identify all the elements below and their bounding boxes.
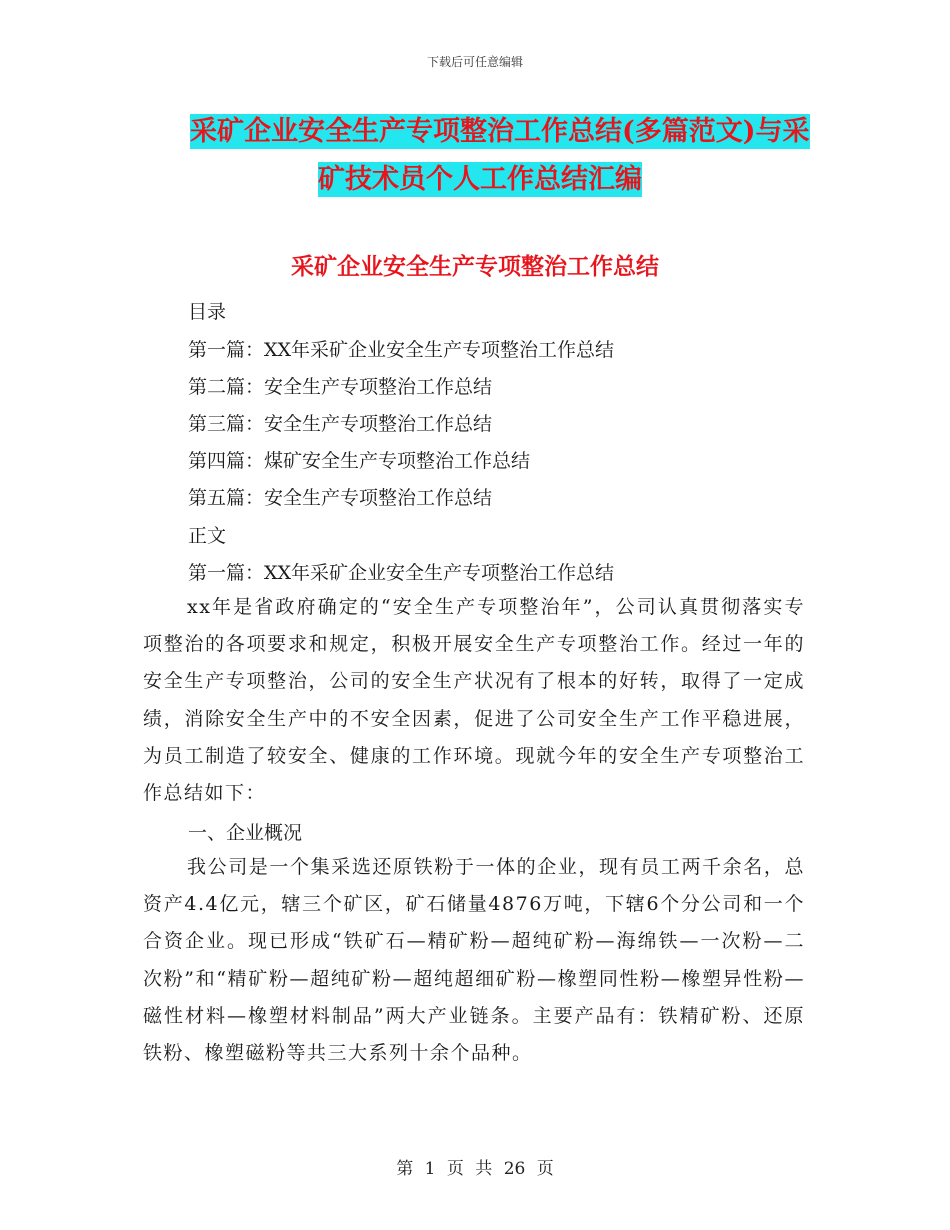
title-line-1: 采矿企业安全生产专项整治工作总结(多篇范文)与采 xyxy=(190,116,810,147)
toc-item-1: 第一篇：XX年采矿企业安全生产专项整治工作总结 xyxy=(188,339,615,361)
document-body xyxy=(143,0,805,1230)
section-heading-1: 一、企业概况 xyxy=(188,822,303,844)
toc-item-3: 第三篇：安全生产专项整治工作总结 xyxy=(188,413,493,435)
title-line-2: 矿技术员个人工作总结汇编 xyxy=(318,164,642,195)
toc-item-2: 第二篇：安全生产专项整治工作总结 xyxy=(188,376,493,398)
toc-heading: 目录 xyxy=(188,301,227,323)
page-footer: 第 1 页 共 26 页 xyxy=(396,1159,554,1179)
chapter-title: 第一篇：XX年采矿企业安全生产专项整治工作总结 xyxy=(188,562,615,584)
section-title: 采矿企业安全生产专项整治工作总结 xyxy=(291,253,659,280)
toc-item-5: 第五篇：安全生产专项整治工作总结 xyxy=(188,487,493,509)
page-header: 下载后可任意编辑 xyxy=(426,55,523,69)
toc-item-4: 第四篇：煤矿安全生产专项整治工作总结 xyxy=(188,450,531,472)
paragraph-intro: xx年是省政府确定的“安全生产专项整治年”，公司认真贯彻落实专项整治的各项要求和规定，积极开展安全生产专项整治工作。经过一年的安全生产专项整治，公司的安全生产状况有了根本的好转，取得了一定成绩，消除安全生产中的不安全因素，促进了公司安全生产工作平稳进展，为员工制造了较安全、健康的工作环境。现就今年的安全生产专项整治工作总结如下： xyxy=(143,596,805,805)
paragraph-company-overview: 我公司是一个集采选还原铁粉于一体的企业，现有员工两千余名，总资产4.4亿元，辖三个矿区，矿石储量4876万吨，下辖6个分公司和一个合资企业。现已形成“铁矿石—精矿粉—超纯矿粉—海绵铁—一次粉—二次粉”和“精矿粉—超纯矿粉—超纯超细矿粉—橡塑同性粉—橡塑异性粉—磁性材料—橡塑材料制品”两大产业链条。主要产品有：铁精矿粉、还原铁粉、橡塑磁粉等共三大系列十余个品种。 xyxy=(143,856,805,1065)
body-label: 正文 xyxy=(188,525,227,547)
